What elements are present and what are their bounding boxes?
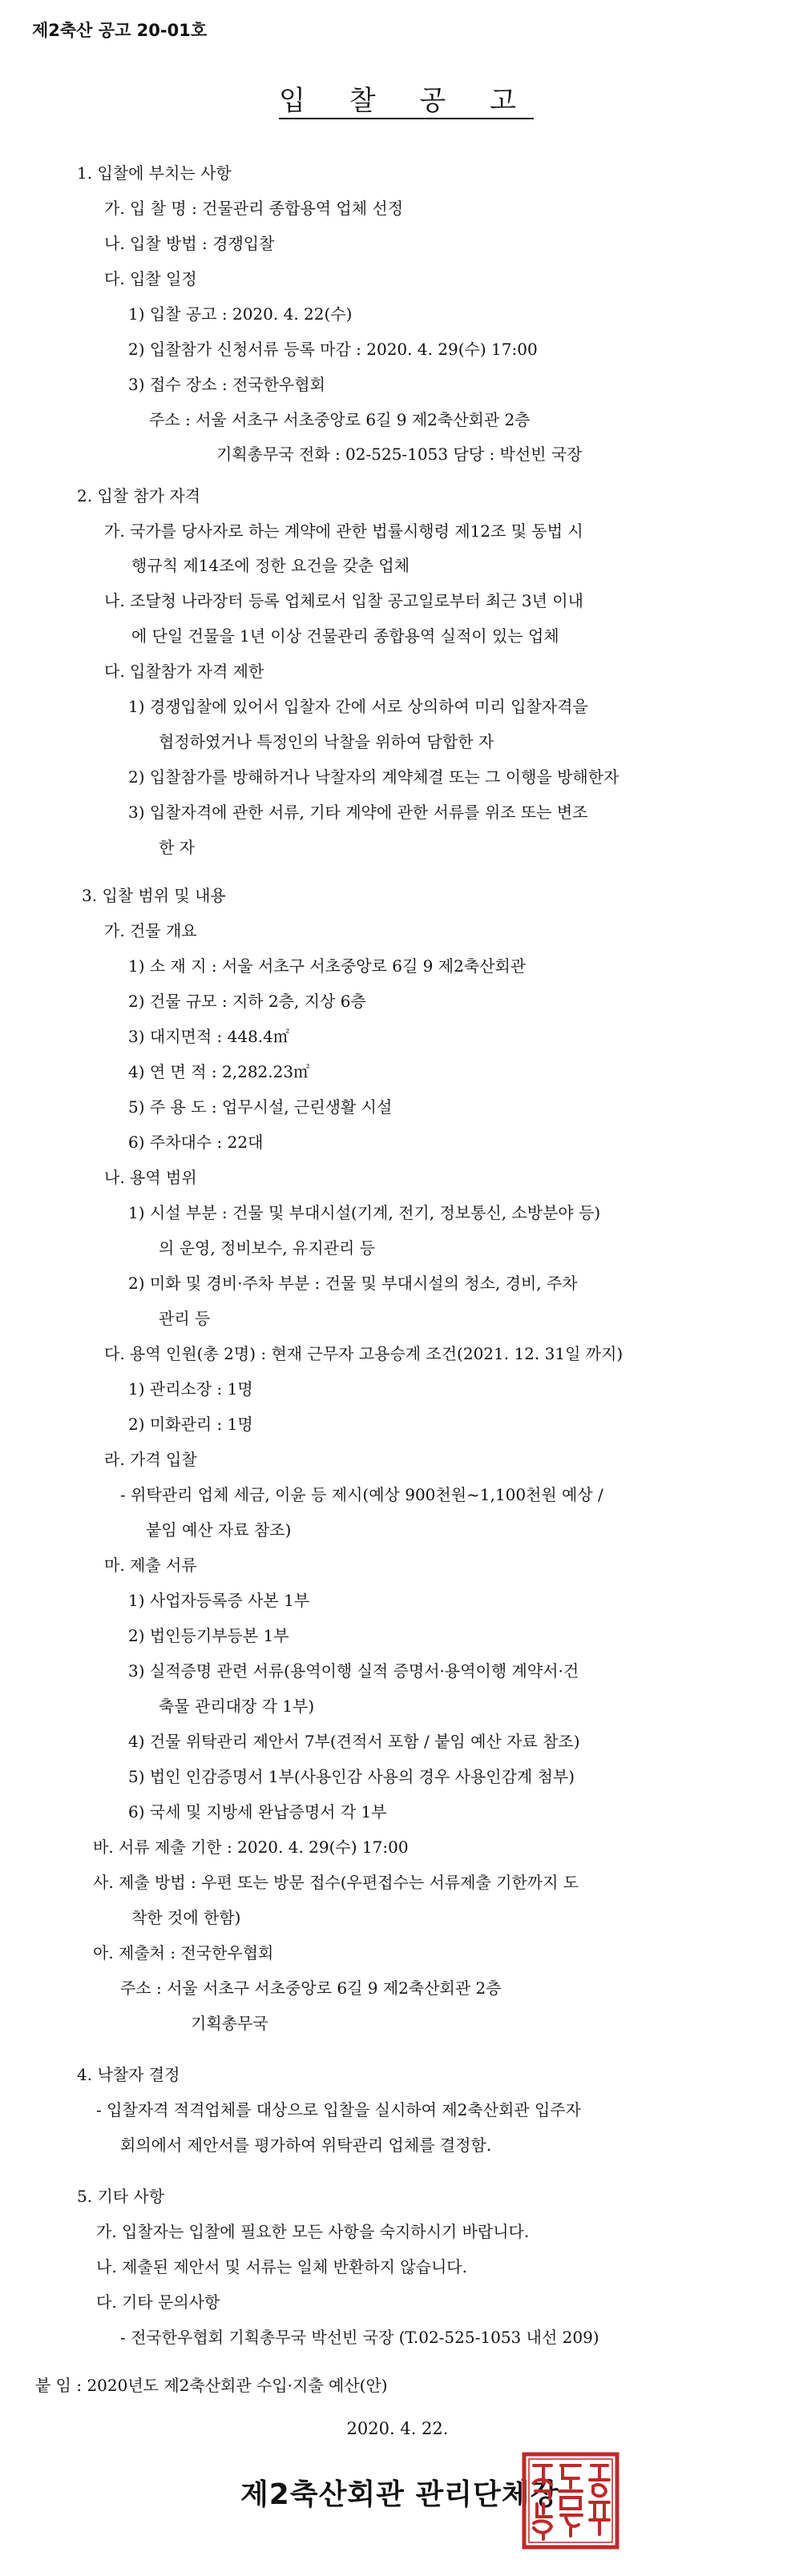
notice-date: 2020. 4. 22. (346, 2419, 449, 2438)
text-line: - 전국한우협회 기획총무국 박선빈 국장 (T.02-525-1053 내선 209) (120, 2328, 599, 2347)
official-seal-icon (521, 2451, 620, 2550)
text-line: 1) 입찰 공고 : 2020. 4. 22(수) (128, 304, 353, 324)
text-line: 5) 법인 인감증명서 1부(사용인감 사용의 경우 사용인감계 첨부) (128, 1767, 575, 1786)
text-line: 기획총무국 (191, 2014, 268, 2033)
text-line: - 위탁관리 업체 세금, 이윤 등 제시(예상 900천원~1,100천원 예상 / (120, 1485, 603, 1504)
text-line: 6) 주차대수 : 22대 (128, 1133, 264, 1152)
text-line: 1) 경쟁입찰에 있어서 입찰자 간에 서로 상의하여 미리 입찰자격을 (128, 697, 588, 716)
text-line: 2) 건물 규모 : 지하 2층, 지상 6층 (128, 992, 366, 1011)
text-line: 1) 소 재 지 : 서울 서초구 서초중앙로 6길 9 제2축산회관 (128, 956, 527, 976)
text-line: 3) 접수 장소 : 전국한우협회 (128, 375, 325, 394)
text-line: 나. 용역 범위 (104, 1168, 197, 1187)
text-line: 다. 용역 인원(총 2명) : 현재 근무자 고용승계 조건(2021. 12. 31일 까지) (104, 1344, 623, 1363)
text-line: 한 자 (159, 838, 195, 857)
text-line: 5) 주 용 도 : 업무시설, 근린생활 시설 (128, 1097, 393, 1117)
text-line: 라. 가격 입찰 (104, 1450, 197, 1469)
text-line: 6) 국세 및 지방세 완납증명서 각 1부 (128, 1802, 387, 1821)
text-line: 기획총무국 전화 : 02-525-1053 담당 : 박선빈 국장 (216, 445, 583, 464)
text-line: 착한 것에 한함) (131, 1908, 241, 1927)
text-line: 아. 제출처 : 전국한우협회 (93, 1943, 274, 1962)
text-line: 붙임 예산 자료 참조) (146, 1520, 292, 1540)
text-line: 축물 관리대장 각 1부) (159, 1697, 315, 1716)
text-line: 4) 건물 위탁관리 제안서 7부(견적서 포함 / 붙임 예산 자료 참조) (128, 1732, 580, 1751)
text-line: 관리 등 (159, 1309, 211, 1328)
text-line: 에 단일 건물을 1년 이상 건물관리 종합용역 실적이 있는 업체 (131, 626, 559, 646)
text-line: 3. 입찰 범위 및 내용 (82, 886, 226, 905)
text-line: 협정하였거나 특정인의 낙찰을 위하여 담합한 자 (159, 732, 494, 751)
text-line: 2) 입찰참가를 방해하거나 낙찰자의 계약체결 또는 그 이행을 방해한자 (128, 767, 619, 787)
text-line: 의 운영, 정비보수, 유지관리 등 (159, 1238, 375, 1258)
text-line: 1) 시설 부분 : 건물 및 부대시설(기계, 전기, 정보통신, 소방분야 등) (128, 1203, 601, 1222)
text-line: 나. 제출된 제안서 및 서류는 일체 반환하지 않습니다. (96, 2257, 467, 2276)
document-title (0, 78, 795, 118)
text-line: 3) 대지면적 : 448.4㎡ (128, 1027, 289, 1046)
text-line: - 입찰자격 적격업체를 대상으로 입찰을 실시하여 제2축산회관 입주자 (96, 2100, 581, 2119)
text-line: 나. 조달청 나라장터 등록 업체로서 입찰 공고일로부터 최근 3년 이내 (104, 591, 583, 610)
text-line: 마. 제출 서류 (104, 1556, 197, 1575)
text-line: 1. 입찰에 부치는 사항 (77, 163, 232, 183)
text-line: 1) 사업자등록증 사본 1부 (128, 1591, 310, 1610)
text-line: 5. 기타 사항 (77, 2187, 165, 2206)
text-line: 회의에서 제안서를 평가하여 위탁관리 업체를 결정함. (120, 2135, 492, 2155)
text-line: 2. 입찰 참가 자격 (77, 486, 201, 505)
text-line: 4. 낙찰자 결정 (77, 2065, 180, 2084)
organization-name: 제2축산회관 관리단체장 (240, 2478, 559, 2511)
text-line: 다. 기타 문의사항 (96, 2292, 220, 2312)
text-line: 2) 입찰참가 신청서류 등록 마감 : 2020. 4. 29(수) 17:00 (128, 340, 538, 359)
text-line: 2) 미화 및 경비·주차 부분 : 건물 및 부대시설의 청소, 경비, 주차 (128, 1274, 578, 1293)
text-line: 다. 입찰 일정 (104, 269, 197, 288)
text-line: 주소 : 서울 서초구 서초중앙로 6길 9 제2축산회관 2층 (120, 1978, 502, 1998)
text-line: 주소 : 서울 서초구 서초중앙로 6길 9 제2축산회관 2층 (149, 410, 531, 429)
text-line: 사. 제출 방법 : 우편 또는 방문 접수(우편접수는 서류제출 기한까지 도 (93, 1873, 579, 1892)
text-line: 3) 입찰자격에 관한 서류, 기타 계약에 관한 서류를 위조 또는 변조 (128, 803, 588, 822)
text-line: 가. 건물 개요 (104, 921, 197, 940)
text-line: 1) 관리소장 : 1명 (128, 1379, 253, 1399)
text-line: 나. 입찰 방법 : 경쟁입찰 (104, 234, 275, 253)
text-line: 2) 법인등기부등본 1부 (128, 1626, 289, 1645)
text-line: 가. 입 찰 명 : 건물관리 종합용역 업체 선정 (104, 199, 404, 218)
text-line: 다. 입찰참가 자격 제한 (104, 662, 264, 681)
text-line: 4) 연 면 적 : 2,282.23㎡ (128, 1062, 310, 1081)
text-line: 2) 미화관리 : 1명 (128, 1415, 253, 1434)
text-line: 가. 국가를 당사자로 하는 계약에 관한 법률시행령 제12조 및 동법 시 (104, 521, 583, 541)
text-line: 3) 실적증명 관련 서류(용역이행 실적 증명서·용역이행 계약서·건 (128, 1661, 579, 1680)
document-number: 제2축산 공고 20-01호 (32, 21, 208, 40)
text-line: 행규칙 제14조에 정한 요건을 갖춘 업체 (131, 556, 410, 575)
text-line: 붙 임 : 2020년도 제2축산회관 수입·지출 예산(안) (35, 2376, 388, 2395)
title-text: 입 찰 공 고 (279, 85, 534, 117)
text-line: 바. 서류 제출 기한 : 2020. 4. 29(수) 17:00 (93, 1837, 409, 1857)
text-line: 가. 입찰자는 입찰에 필요한 모든 사항을 숙지하시기 바랍니다. (96, 2222, 530, 2241)
